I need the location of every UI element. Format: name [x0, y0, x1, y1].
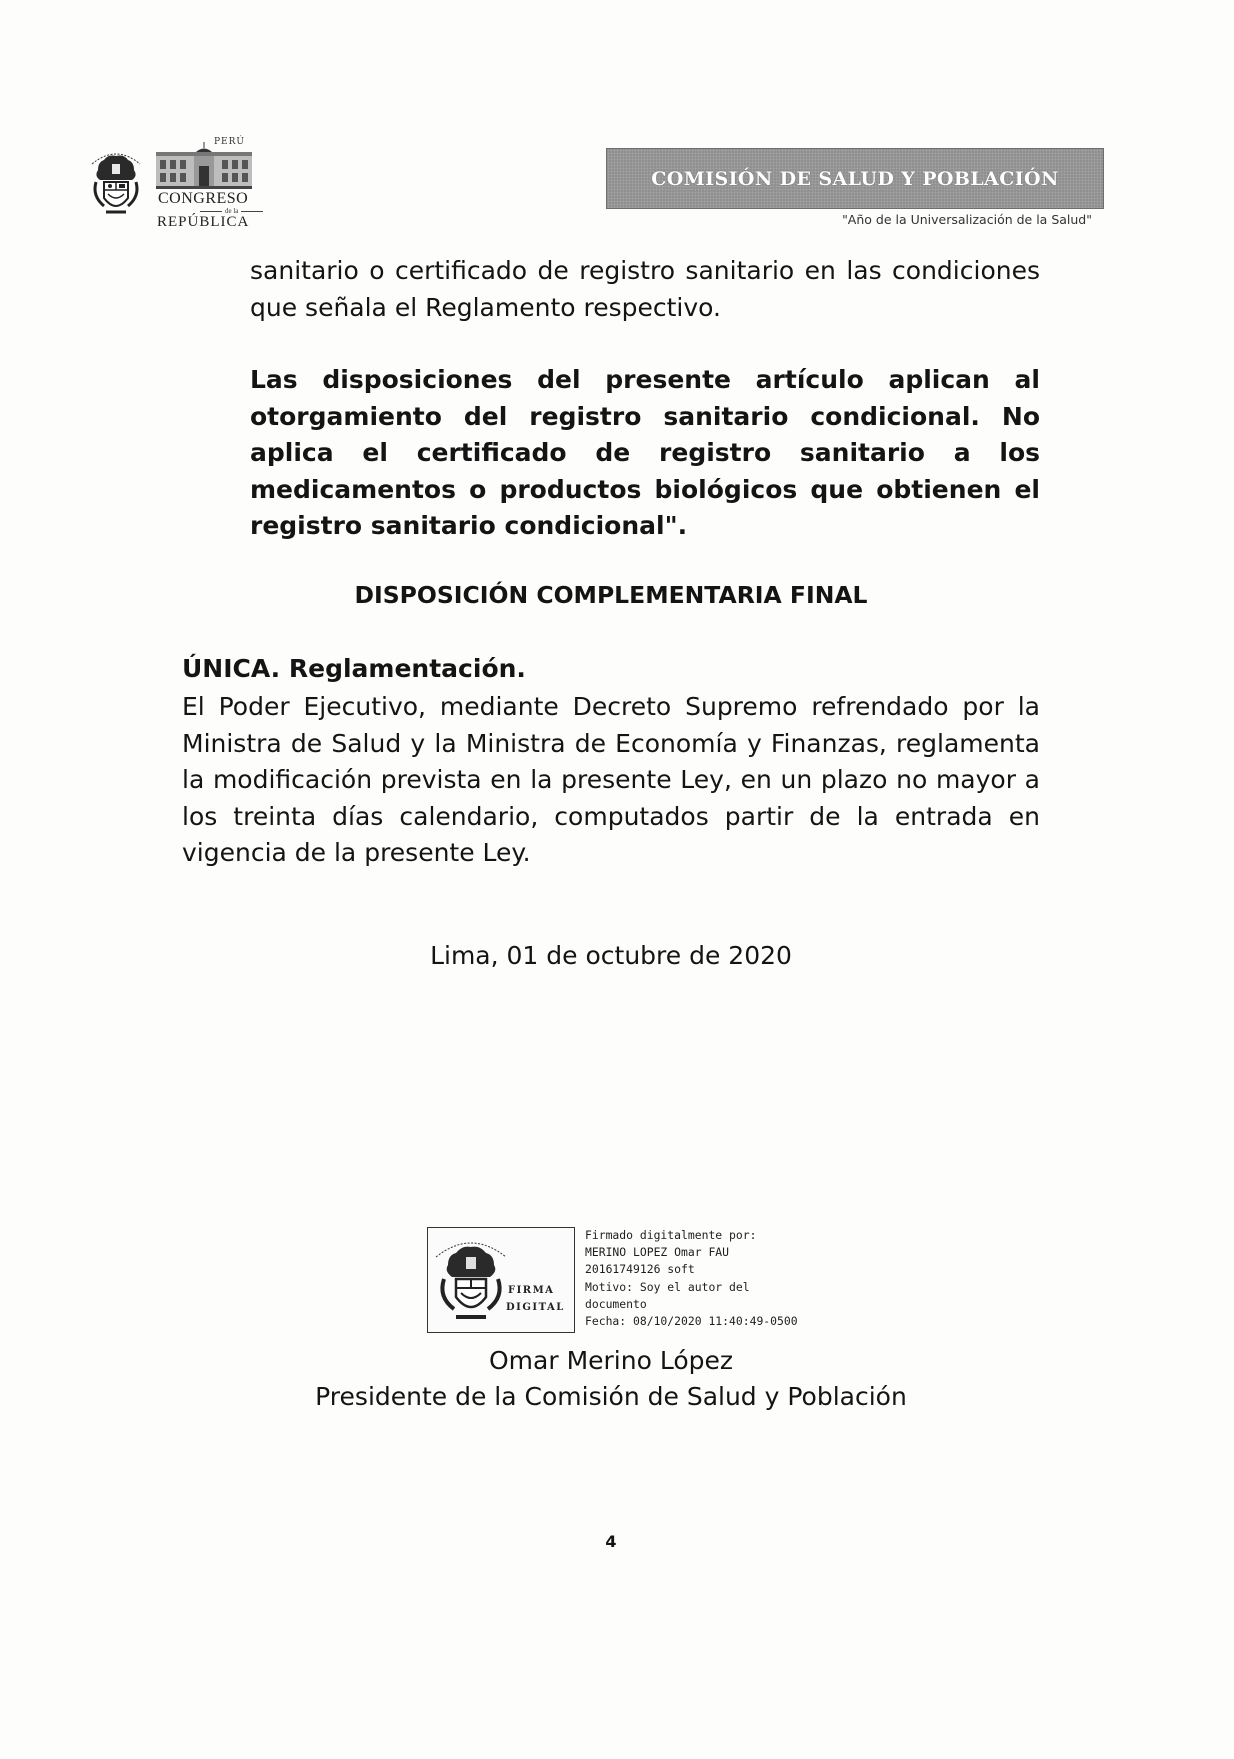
logo-congreso: CONGRESO	[158, 190, 249, 207]
paragraph-continuation: sanitario o certificado de registro sanitario en las condiciones que señala el Reglamento respectivo.	[250, 256, 1040, 322]
signature-line: Firmado digitalmente por:	[585, 1228, 757, 1242]
signature-details	[585, 1227, 798, 1330]
logo-republica: REPÚBLICA	[157, 214, 250, 230]
stamp-word-digital: DIGITAL	[506, 1302, 565, 1313]
article-title: ÚNICA. Reglamentación.	[182, 654, 526, 683]
commission-banner-text: COMISIÓN DE SALUD Y POBLACIÓN	[651, 167, 1059, 190]
signature-line: documento	[585, 1296, 647, 1311]
peru-label: PERÚ	[214, 137, 245, 147]
year-motto: "Año de la Universalización de la Salud"	[842, 212, 1092, 227]
paragraph-regulation: El Poder Ejecutivo, mediante Decreto Supremo refrendado por la Ministra de Salud y la Ministra de Economía y Finanzas, reglamenta la modificación prevista en la presente Ley, en un plazo no mayor a los treinta días calendario, computados partir de la entrada en vigencia de la presente Ley.	[182, 692, 1040, 867]
signer-name: Omar Merino López	[489, 1346, 733, 1375]
national-shield-icon	[86, 142, 146, 222]
place-date: Lima, 01 de octubre de 2020	[430, 941, 792, 970]
signer-title: Presidente de la Comisión de Salud y Población	[315, 1382, 907, 1411]
signature-line: Fecha: 08/10/2020 11:40:49-0500	[585, 1314, 798, 1329]
signature-line: 20161749126 soft	[585, 1262, 695, 1277]
paragraph-provisions: Las disposiciones del presente artículo aplican al otorgamiento del registro sanitario condicional. No aplica el certificado de registro sanitario a los medicamentos o productos biológicos que obtienen el registro sanitario condicional".	[250, 365, 1040, 540]
commission-banner	[606, 148, 1104, 209]
congress-building-icon	[156, 142, 252, 192]
logo-dela: de la	[197, 207, 266, 215]
signature-seal-icon	[432, 1231, 510, 1327]
signature-line: MERINO LOPEZ Omar FAU	[585, 1245, 730, 1260]
page-number: 4	[605, 1532, 617, 1551]
signature-line: Motivo: Soy el autor del	[585, 1279, 750, 1294]
section-title: DISPOSICIÓN COMPLEMENTARIA FINAL	[354, 581, 868, 609]
stamp-word-firma: FIRMA	[508, 1285, 555, 1296]
